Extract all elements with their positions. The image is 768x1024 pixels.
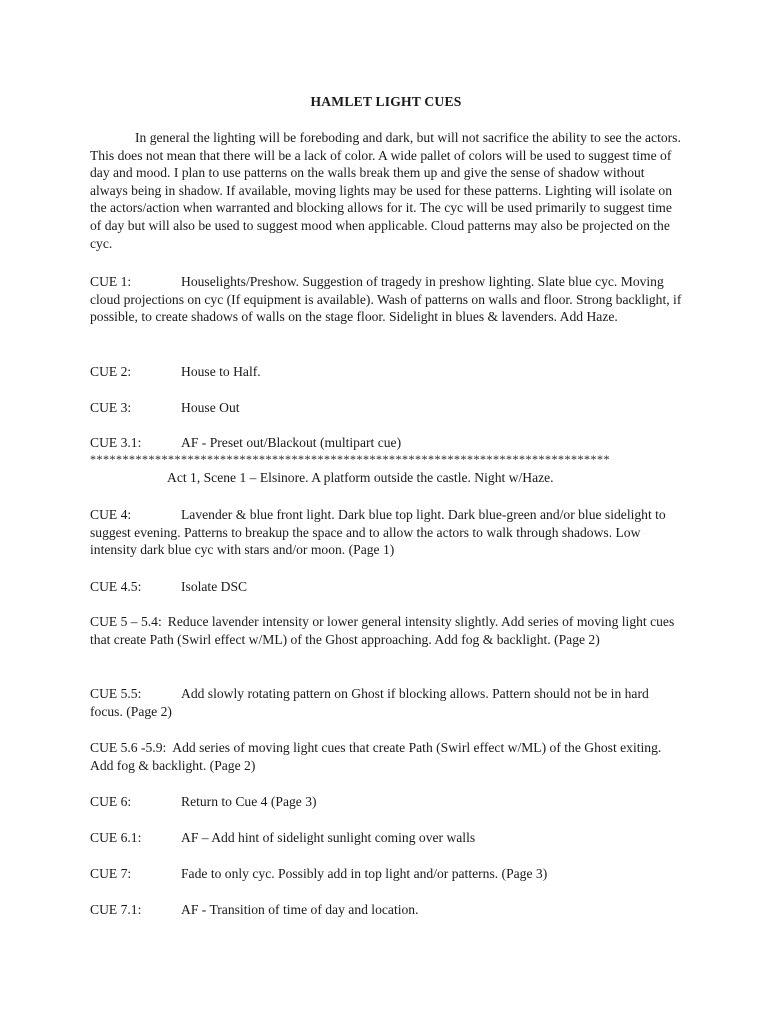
cue-1 bbox=[90, 273, 682, 326]
cue-text: Reduce lavender intensity or lower general intensity slightly. Add series of moving light cues that create Path (Swirl effect w/ML) of the Ghost approaching. Add fog & backlight. (Page 2) bbox=[90, 614, 675, 647]
cue-text: AF – Add hint of sidelight sunlight coming over walls bbox=[181, 830, 476, 845]
cue-5-5 bbox=[90, 685, 682, 720]
cue-3-1 bbox=[90, 434, 682, 452]
cue-text: Lavender & blue front light. Dark blue top light. Dark blue-green and/or blue sidelight to suggest evening. Patterns to breakup the space and to allow the actors to walk through shadows. Low intensity dark blue cyc with stars and/or moon. (Page 1) bbox=[90, 507, 666, 558]
cue-text: House to Half. bbox=[181, 364, 261, 379]
cue-label: CUE 6.1: bbox=[90, 830, 142, 845]
cue-label: CUE 2: bbox=[90, 364, 132, 379]
cue-label: CUE 6: bbox=[90, 794, 132, 809]
cue-5-5-4 bbox=[90, 613, 682, 648]
cue-7 bbox=[90, 865, 682, 883]
separator-line: ******************************************************************************** bbox=[90, 452, 610, 466]
cue-label: CUE 5 – 5.4: bbox=[90, 614, 162, 629]
scene-heading: Act 1, Scene 1 – Elsinore. A platform outside the castle. Night w/Haze. bbox=[167, 470, 554, 485]
cue-3 bbox=[90, 399, 682, 417]
cue-text: AF - Transition of time of day and location. bbox=[181, 902, 419, 917]
cue-label: CUE 3: bbox=[90, 400, 132, 415]
cue-5-6-5-9 bbox=[90, 739, 682, 774]
cue-4 bbox=[90, 506, 682, 559]
cue-label: CUE 1: bbox=[90, 274, 132, 289]
cue-text: House Out bbox=[181, 400, 240, 415]
cue-label: CUE 4.5: bbox=[90, 579, 142, 594]
cue-label: CUE 7.1: bbox=[90, 902, 142, 917]
cue-label: CUE 4: bbox=[90, 507, 132, 522]
cue-label: CUE 7: bbox=[90, 866, 132, 881]
cue-label: CUE 3.1: bbox=[90, 435, 142, 450]
cue-text: Add series of moving light cues that create Path (Swirl effect w/ML) of the Ghost exiting. Add fog & backlight. (Page 2) bbox=[90, 740, 662, 773]
cue-label: CUE 5.6 -5.9: bbox=[90, 740, 167, 755]
cue-text: Houselights/Preshow. Suggestion of tragedy in preshow lighting. Slate blue cyc. Moving cloud projections on cyc (If equipment is available). Wash of patterns on walls and floor. Strong backlight, if possible, to create shadows of walls on the stage floor. Sidelight in blues & lavenders. Add Haze. bbox=[90, 274, 682, 325]
cue-7-1 bbox=[90, 901, 682, 919]
cue-6-1 bbox=[90, 829, 682, 847]
cue-2 bbox=[90, 363, 682, 381]
cue-4-5 bbox=[90, 578, 682, 596]
cue-text: Fade to only cyc. Possibly add in top light and/or patterns. (Page 3) bbox=[181, 866, 548, 881]
cue-text: Isolate DSC bbox=[181, 579, 248, 594]
cue-text: Return to Cue 4 (Page 3) bbox=[181, 794, 317, 809]
cue-6 bbox=[90, 793, 682, 811]
cue-label: CUE 5.5: bbox=[90, 686, 142, 701]
document-title: HAMLET LIGHT CUES bbox=[310, 94, 462, 109]
intro-paragraph: In general the lighting will be foreboding and dark, but will not sacrifice the ability to see the actors. This does not mean that there will be a lack of color. A wide pallet of colors will be used to suggest time of day and mood. I plan to use patterns on the walls break them up and give the sense of shadow without always being in shadow. If available, moving lights may be used for these patterns. Lighting will isolate on the actors/action when warranted and blocking allows for it. The cyc will be used primarily to suggest time of day but will also be used to suggest mood when applicable. Cloud patterns may also be projected on the cyc. bbox=[90, 130, 681, 251]
cue-text: AF - Preset out/Blackout (multipart cue) bbox=[181, 435, 402, 450]
cue-text: Add slowly rotating pattern on Ghost if blocking allows. Pattern should not be in hard focus. (Page 2) bbox=[90, 686, 649, 719]
